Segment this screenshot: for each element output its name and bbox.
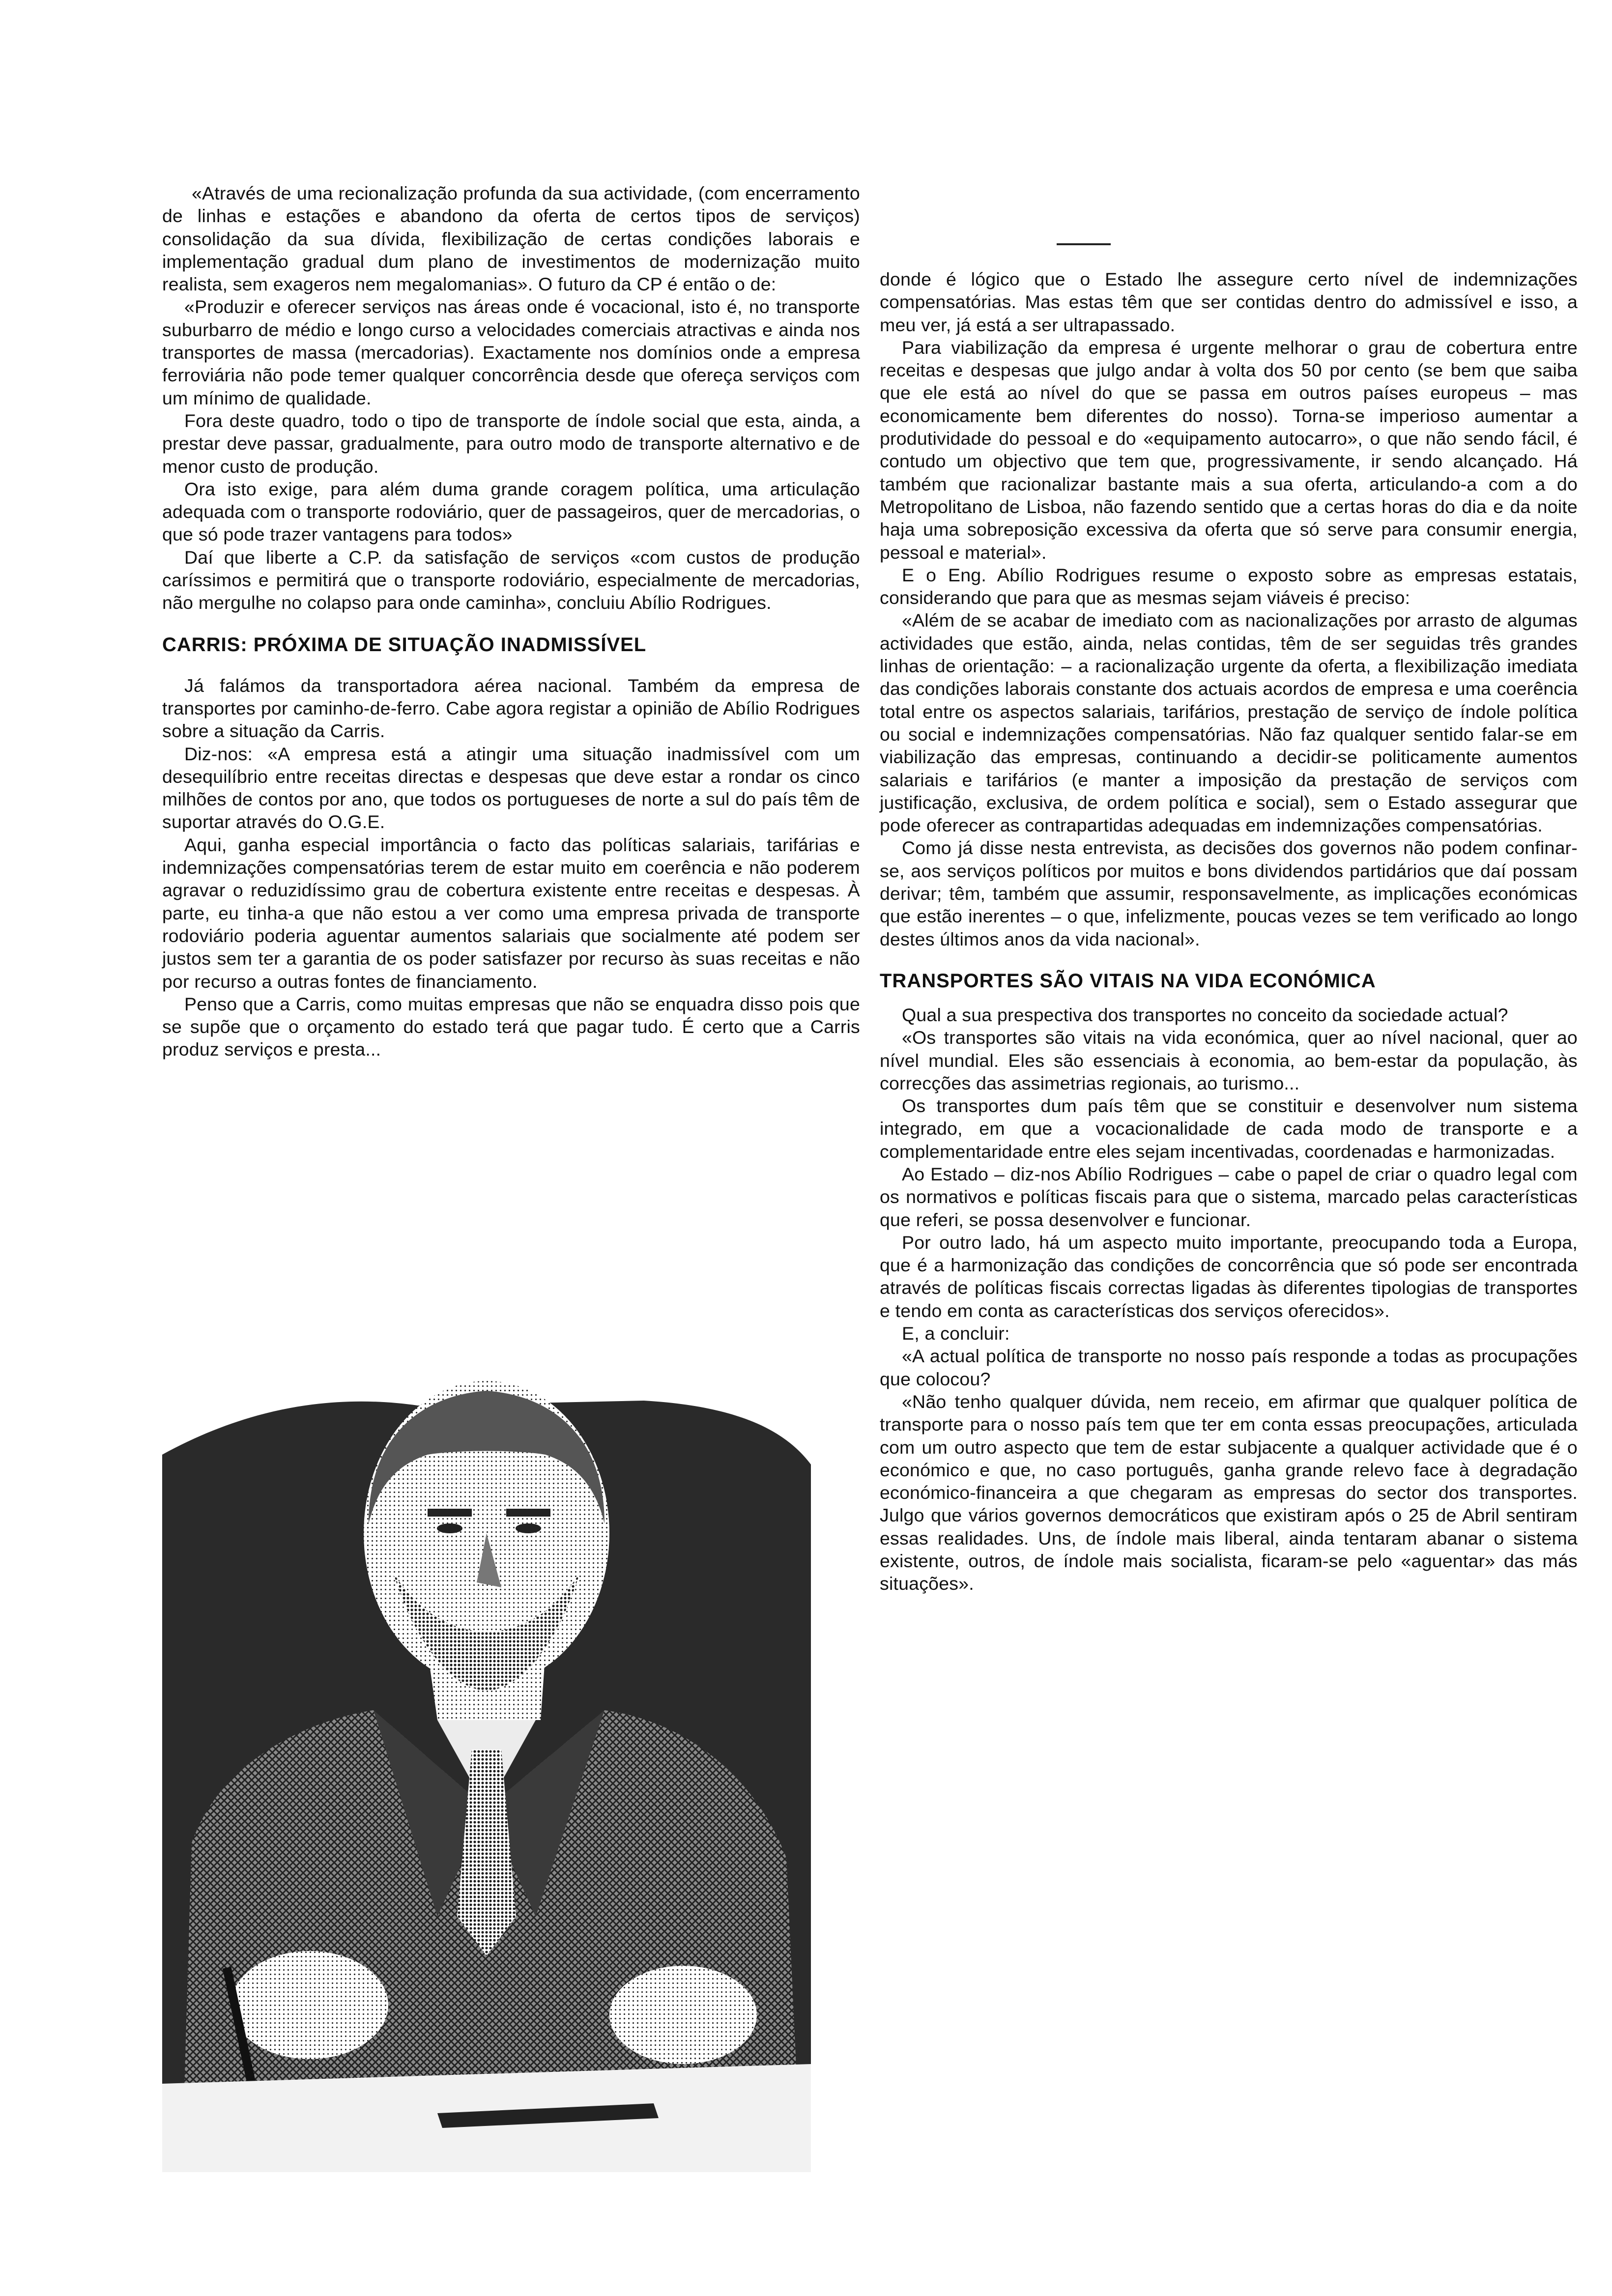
article-paragraph: Ao Estado – diz-nos Abílio Rodrigues – cabe o papel de criar o quadro legal com os normativos e políticas fiscais para que o sistema, marcado pelas características que referi, se possa desenvolver e funcionar. (880, 1163, 1578, 1230)
section-heading-carris: CARRIS: PRÓXIMA DE SITUAÇÃO INADMISSÍVEL (162, 633, 647, 656)
article-paragraph: «Além de se acabar de imediato com as nacionalizações por arrasto de algumas actividades que estão, ainda, nelas contidas, têm de ser seguidas três grandes linhas de orientação: – a racionalização urgente da oferta, a flexibilização imediata das condições laborais constante dos actuais acordos de empresa e uma coerência total entre os aspectos salariais, tarifários, prestação de serviço de índole política ou social e indemnizações compensatórias. Não faz qualquer sentido falar-se em viabilização das empresas, continuando a decidir-se politicamente aumentos salariais e tarifários (e manter a imposição da prestação de serviços com justificação, exclusiva, de ordem política e social), sem o Estado assegurar que pode oferecer as contrapartidas adequadas em indemnizações compensatórias. (880, 610, 1578, 836)
article-paragraph: «Produzir e oferecer serviços nas áreas onde é vocacional, isto é, no transporte suburbarro de médio e longo curso a velocidades comerciais atractivas e ainda nos transportes de massa (mercadorias). Exactamente nos domínios onde a empresa ferroviária não pode temer qualquer concorrência desde que ofereça serviços com um mínimo de qualidade. (162, 296, 860, 408)
article-paragraph: Para viabilização da empresa é urgente melhorar o grau de cobertura entre receitas e despesas que julgo andar à volta dos 50 por cento (se bem que saiba que ele está ao nível do que se passa em outros países europeus – mas economicamente bem diferentes do nosso). Torna-se imperioso aumentar a produtividade do pessoal e do «equipamento autocarro», o que não sendo fácil, é contudo um objectivo que tem que, progressivamente, ir sendo alcançado. Há também que racionalizar bastante mais a sua oferta, articulando-a com a do Metropolitano de Lisboa, não fazendo sentido que a certas horas do dia e da noite haja uma sobreposição excessiva da oferta que só serve para consumir energia, pessoal e material». (880, 337, 1578, 563)
article-paragraph: Já falámos da transportadora aérea nacional. Também da empresa de transportes por caminho-de-ferro. Cabe agora registar a opinião de Abílio Rodrigues sobre a situação da Carris. (162, 675, 860, 742)
article-paragraph: «Através de uma recionalização profunda da sua actividade, (com encerramento de linhas e estações e abandono da oferta de certos tipos de serviços) consolidação da sua dívida, flexibilização de certas condições laborais e implementação gradual dum plano de investimentos de modernização muito realista, sem exageros nem megalomanias». O futuro da CP é então o de: (162, 183, 860, 295)
section-heading-transportes: TRANSPORTES SÃO VITAIS NA VIDA ECONÓMICA (880, 970, 1376, 992)
portrait-photo (162, 1278, 811, 2172)
right-column (880, 268, 1578, 1595)
article-paragraph: Fora deste quadro, todo o tipo de transporte de índole social que esta, ainda, a prestar deve passar, gradualmente, para outro modo de transporte alternativo e de menor custo de produção. (162, 410, 860, 477)
article-paragraph: Ora isto exige, para além duma grande coragem política, uma articulação adequada com o transporte rodoviário, quer de passageiros, quer de mercadorias, o que só pode trazer vantagens para todos» (162, 478, 860, 545)
article-paragraph: E, a concluir: (902, 1323, 1010, 1344)
article-paragraph: «Não tenho qualquer dúvida, nem receio, em afirmar que qualquer política de transporte para o nosso país tem que ter em conta essas preocupações, articulada com um outro aspecto que tem de estar subjacente a qualquer actividade que é o económico e que, no caso português, ganha grande relevo face à degradação económico-financeira a que chegaram as empresas do sector dos transportes. Julgo que vários governos democráticos que existiram após o 25 de Abril sentiram essas realidades. Uns, de índole mais liberal, ainda tentaram abanar o sistema existente, outros, de índole mais socialista, ficaram-se pelo «aguentar» das más situações». (880, 1391, 1578, 1594)
portrait-illustration (162, 1278, 811, 2172)
left-column (162, 182, 860, 1061)
article-paragraph: donde é lógico que o Estado lhe assegure certo nível de indemnizações compensatórias. Mas estas têm que ser contidas dentro do admissível e isso, a meu ver, já está a ser ultrapassado. (880, 269, 1578, 335)
article-paragraph: «A actual política de transporte no nosso país responde a todas as procupações que colocou? (880, 1346, 1578, 1389)
article-paragraph: Qual a sua prespectiva dos transportes no conceito da sociedade actual? (902, 1004, 1508, 1025)
article-paragraph: E o Eng. Abílio Rodrigues resume o exposto sobre as empresas estatais, considerando que para que as mesmas sejam viáveis é preciso: (880, 564, 1578, 608)
article-paragraph: Aqui, ganha especial importância o facto das políticas salariais, tarifárias e indemnizações compensatórias terem de estar muito em coerência e não poderem agravar o reduzidíssimo grau de cobertura existente entre receitas e despesas. À parte, eu tinha-a que não estou a ver como uma empresa privada de transporte rodoviário poderia aguentar aumentos salariais que socialmente até podem ser justos sem ter a garantia de os poder satisfazer por recurso às suas receitas e não por recurso a outras fontes de financiamento. (162, 834, 860, 992)
article-paragraph: Diz-nos: «A empresa está a atingir uma situação inadmissível com um desequilíbrio entre receitas directas e despesas que deve estar a rondar os cinco milhões de contos por ano, que todos os portugueses de norte a sul do país têm de suportar através do O.G.E. (162, 743, 860, 832)
article-paragraph: Por outro lado, há um aspecto muito importante, preocupando toda a Europa, que é a harmonização das condições de concorrência que só pode ser encontrada através de políticas fiscais correctas ligadas às diferentes tipologias de transportes e tendo em conta as características dos serviços oferecidos». (880, 1232, 1578, 1321)
article-paragraph: Daí que liberte a C.P. da satisfação de serviços «com custos de produção caríssimos e permitirá que o transporte rodoviário, especialmente de mercadorias, não mergulhe no colapso para onde caminha», concluiu Abílio Rodrigues. (162, 546, 860, 613)
article-paragraph: «Os transportes são vitais na vida económica, quer ao nível nacional, quer ao nível mundial. Eles são essenciais à economia, ao bem-estar da população, às correcções das assimetrias regionais, ao turismo... (880, 1027, 1578, 1093)
article-paragraph: Os transportes dum país têm que se constituir e desenvolver num sistema integrado, em que a vocacionalidade de cada modo de transporte e a complementaridade entre eles sejam incentivadas, coordenadas e harmonizadas. (880, 1095, 1578, 1162)
article-paragraph: Penso que a Carris, como muitas empresas que não se enquadra disso pois que se supõe que o orçamento do estado terá que pagar tudo. É certo que a Carris produz serviços e presta... (162, 993, 860, 1060)
article-paragraph: Como já disse nesta entrevista, as decisões dos governos não podem confinar-se, aos serviços políticos por muitos e bons dividendos partidários que daí possam derivar; têm, também que assumir, responsavelmente, as implicações económicas que estão inerentes – o que, infelizmente, poucas vezes se tem verificado ao longo destes últimos anos da vida nacional». (880, 837, 1578, 949)
column-dash-mark (1057, 243, 1111, 245)
